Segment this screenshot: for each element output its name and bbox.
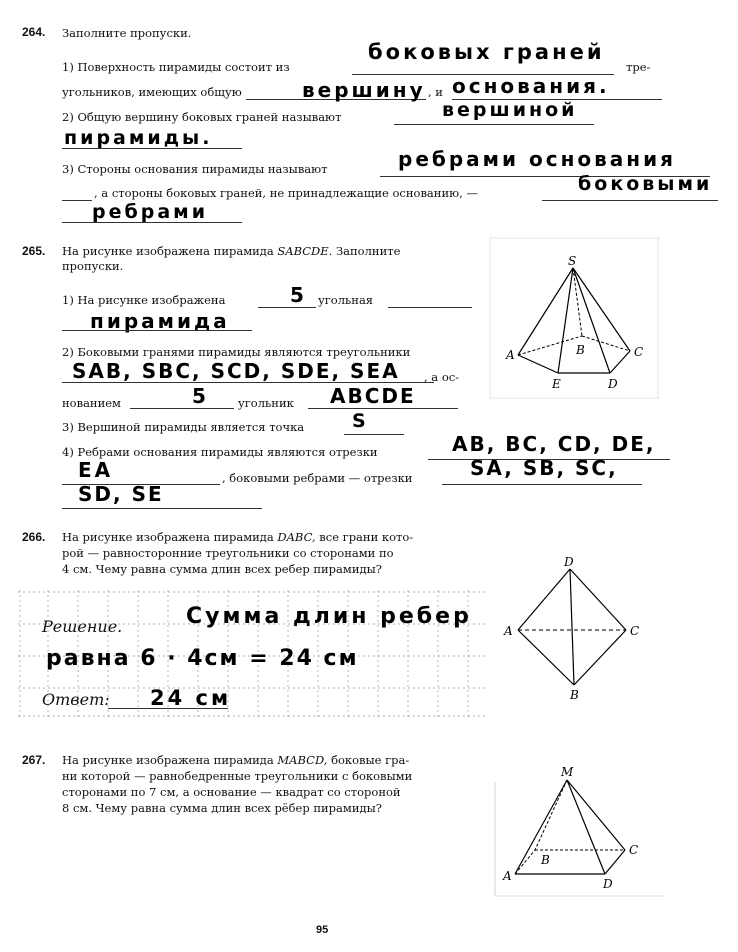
edge-SA xyxy=(518,268,573,355)
problem-264-text: 3) Стороны основания пирамиды называют xyxy=(62,162,328,176)
problem-265-number: 265. xyxy=(22,244,46,258)
edge-MC xyxy=(567,780,625,850)
edge-DC xyxy=(605,850,625,874)
label-E: E xyxy=(552,377,561,391)
handwritten-answer: основания. xyxy=(452,74,610,98)
answer-blank[interactable] xyxy=(442,484,642,485)
handwritten-answer: Сумма длин ребер xyxy=(186,604,472,629)
pyramid-dabc-figure xyxy=(500,555,650,705)
answer-blank[interactable] xyxy=(130,408,234,409)
handwritten-answer: пирамиды. xyxy=(64,127,213,149)
problem-265-text: , боковыми ребрами — отрезки xyxy=(222,471,413,485)
answer-blank[interactable] xyxy=(394,124,594,125)
edge-MD xyxy=(567,780,605,874)
edge-AE xyxy=(518,355,558,373)
label-D: D xyxy=(564,555,574,569)
problem-264-text: , а стороны боковых граней, не принадлежащие основанию, — xyxy=(94,186,478,200)
handwritten-answer: SAB, SBC, SCD, SDE, SEA xyxy=(72,359,400,383)
problem-265-text: пропуски. xyxy=(62,259,124,273)
label-A: A xyxy=(504,624,513,638)
problem-265-text: 4) Ребрами основания пирамиды являются отрезки xyxy=(62,445,378,459)
answer-blank[interactable] xyxy=(388,307,472,308)
problem-265-text: 3) Вершиной пирамиды является точка xyxy=(62,420,305,434)
problem-265-text: На рисунке изображена пирамида SABCDE. Заполните xyxy=(62,244,401,258)
handwritten-answer: боковыми xyxy=(578,173,713,195)
page-number: 95 xyxy=(316,924,329,936)
handwritten-answer: ребрами основания xyxy=(398,147,676,171)
edge-DA xyxy=(518,569,570,630)
problem-266-text: На рисунке изображена пирамида DABC, все грани кото- xyxy=(62,530,414,544)
problem-264-title: Заполните пропуски. xyxy=(62,26,192,40)
handwritten-answer: 5 xyxy=(192,384,209,408)
label-C: C xyxy=(629,843,639,857)
pyramid-mabcd-figure xyxy=(495,762,665,902)
label-B: B xyxy=(541,853,550,867)
handwritten-answer: AB, BC, CD, DE, xyxy=(452,432,656,456)
problem-264-text: , и xyxy=(428,85,443,99)
answer-blank[interactable] xyxy=(62,222,242,223)
label-D: D xyxy=(603,877,613,891)
handwritten-answer: EA xyxy=(78,458,114,482)
problem-265-text: , а ос- xyxy=(424,370,460,384)
grid-lines xyxy=(495,782,665,896)
handwritten-answer: равна 6 · 4см = 24 см xyxy=(46,646,359,671)
edge-BC xyxy=(574,630,626,685)
answer-blank[interactable] xyxy=(62,508,262,509)
problem-264-text: угольников, имеющих общую xyxy=(62,85,242,99)
problem-265-text: нованием xyxy=(62,396,121,410)
edge-AB xyxy=(518,630,574,685)
label-C: C xyxy=(630,624,640,638)
edge-DB xyxy=(570,569,574,685)
problem-264-text: тре- xyxy=(626,60,651,74)
edge-MB xyxy=(535,780,567,850)
answer-blank[interactable] xyxy=(62,382,434,383)
answer-label: Ответ: xyxy=(42,690,110,709)
handwritten-answer: 24 см xyxy=(150,686,232,710)
handwritten-answer: SD, SE xyxy=(78,482,164,506)
edge-SD xyxy=(573,268,610,373)
problem-266-text: 4 см. Чему равна сумма длин всех ребер пирамиды? xyxy=(62,562,382,576)
answer-blank[interactable] xyxy=(344,434,404,435)
edge-SC xyxy=(573,268,630,351)
problem-264-text: 1) Поверхность пирамиды состоит из xyxy=(62,60,290,74)
problem-266-text: рой — равносторонние треугольники со сторонами по xyxy=(62,546,394,560)
handwritten-answer: вершиной xyxy=(442,99,578,121)
problem-267-number: 267. xyxy=(22,753,46,767)
label-A: A xyxy=(506,348,515,362)
label-B: B xyxy=(576,343,585,357)
problem-264-text: 2) Общую вершину боковых граней называют xyxy=(62,110,342,124)
solution-label: Решение. xyxy=(42,617,123,636)
handwritten-answer: ABCDE xyxy=(330,384,416,408)
label-B: B xyxy=(570,688,579,702)
edge-DC xyxy=(610,351,630,373)
problem-266-number: 266. xyxy=(22,530,46,544)
answer-blank[interactable] xyxy=(308,408,458,409)
pyramid-sabcde-figure xyxy=(490,238,660,408)
label-D: D xyxy=(608,377,618,391)
edge-AB xyxy=(515,850,535,874)
answer-blank[interactable] xyxy=(62,200,92,201)
edge-BC xyxy=(582,336,630,351)
problem-265-text: угольная xyxy=(318,293,374,307)
problem-264-number: 264. xyxy=(22,25,46,39)
label-A: A xyxy=(503,869,512,883)
problem-267-text: ни которой — равнобедренные треугольники с боковыми xyxy=(62,769,413,783)
handwritten-answer: 5 xyxy=(290,283,307,307)
handwritten-answer: боковых граней xyxy=(368,40,605,64)
label-S: S xyxy=(568,254,577,268)
problem-267-text: 8 см. Чему равна сумма длин всех рёбер пирамиды? xyxy=(62,801,382,815)
handwritten-answer: SA, SB, SC, xyxy=(470,456,618,480)
answer-blank[interactable] xyxy=(542,200,718,201)
answer-blank[interactable] xyxy=(258,307,316,308)
handwritten-answer: ребрами xyxy=(92,201,209,223)
problem-267-text: сторонами по 7 см, а основание — квадрат со стороной xyxy=(62,785,401,799)
label-M: M xyxy=(561,765,574,779)
answer-blank[interactable] xyxy=(62,330,252,331)
problem-267-text: На рисунке изображена пирамида MABCD, боковые гра- xyxy=(62,753,410,767)
label-C: C xyxy=(634,345,644,359)
handwritten-answer: S xyxy=(352,410,369,432)
handwritten-answer: пирамида xyxy=(90,309,230,333)
problem-265-text: 1) На рисунке изображена xyxy=(62,293,226,307)
edge-SE xyxy=(558,268,573,373)
handwritten-answer: вершину xyxy=(302,78,426,102)
edge-DC xyxy=(570,569,626,630)
problem-265-text: угольник xyxy=(238,396,294,410)
answer-blank[interactable] xyxy=(62,148,242,149)
problem-265-text: 2) Боковыми гранями пирамиды являются треугольники xyxy=(62,345,411,359)
